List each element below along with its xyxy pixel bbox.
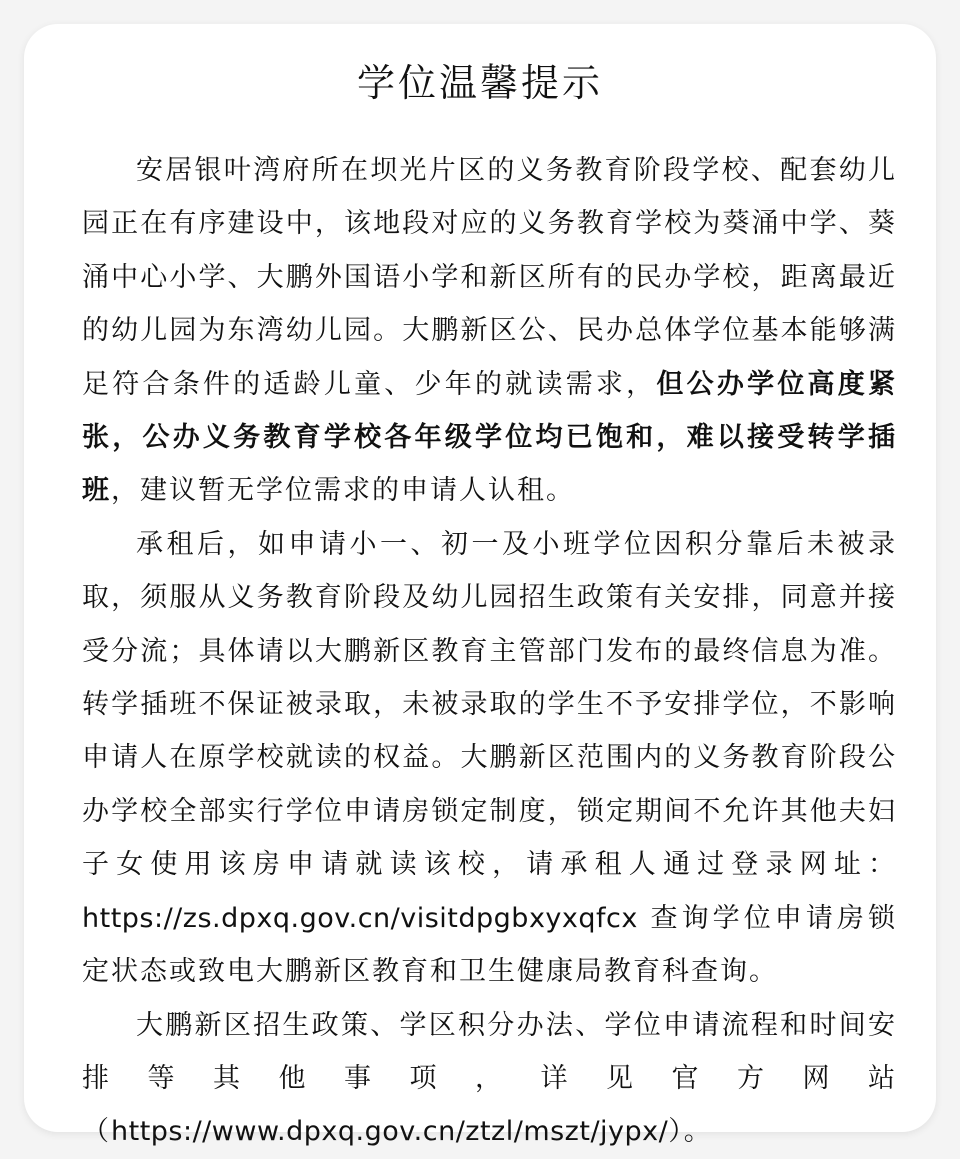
- paragraph-2-text: 承租后，如申请小一、初一及小班学位因积分靠后未被录取，须服从义务教育阶段及幼儿园招生政策有关安排，同意并接受分流；具体请以大鹏新区教育主管部门发布的最终信息为准。转学插班不保证被录取，未被录取的学生不予安排学位，不影响申请人在原学校就读的权益。大鹏新区范围内的义务教育阶段公办学校全部实行学位申请房锁定制度，锁定期间不允许其他夫妇子女使用该房申请就读该校，请承租人通过登录网址：: [82, 528, 897, 881]
- paragraph-1: [82, 144, 897, 518]
- paragraph-1-text-end: ，建议暂无学位需求的申请人认租。: [111, 475, 575, 507]
- paragraph-2-text-end: 查询学位申请房锁定状态或致电大鹏新区教育和卫生健康局教育科查询。: [82, 902, 897, 988]
- paragraph-3: [82, 999, 897, 1159]
- paragraph-3-text-end: ）。: [668, 1116, 713, 1148]
- paragraph-1-text: 安居银叶湾府所在坝光片区的义务教育阶段学校、配套幼儿园正在有序建设中，该地段对应的义务教育学校为葵涌中学、葵涌中心小学、大鹏外国语小学和新区所有的民办学校，距离最近的幼儿园为东湾幼儿园。大鹏新区公、民办总体学位基本能够满足符合条件的适龄儿童、少年的就读需求，: [82, 155, 897, 400]
- notice-card: [24, 24, 936, 1148]
- paragraph-3-text: 大鹏新区招生政策、学区积分办法、学位申请流程和时间安排等其他事项，详见官方网站（: [82, 1009, 897, 1148]
- page-title: 学位温馨提示: [356, 61, 603, 105]
- paragraph-2: [82, 518, 897, 999]
- notice-body: [82, 144, 897, 1159]
- official-website-url[interactable]: https://www.dpxq.gov.cn/ztzl/mszt/jypx/: [111, 1116, 669, 1148]
- lock-status-url[interactable]: https://zs.dpxq.gov.cn/visitdpgbxyxqfcx: [82, 902, 638, 934]
- paragraph-1-bold-warning: 但公办学位高度紧张，公办义务教育学校各年级学位均已饱和，难以接受转学插班: [82, 368, 898, 507]
